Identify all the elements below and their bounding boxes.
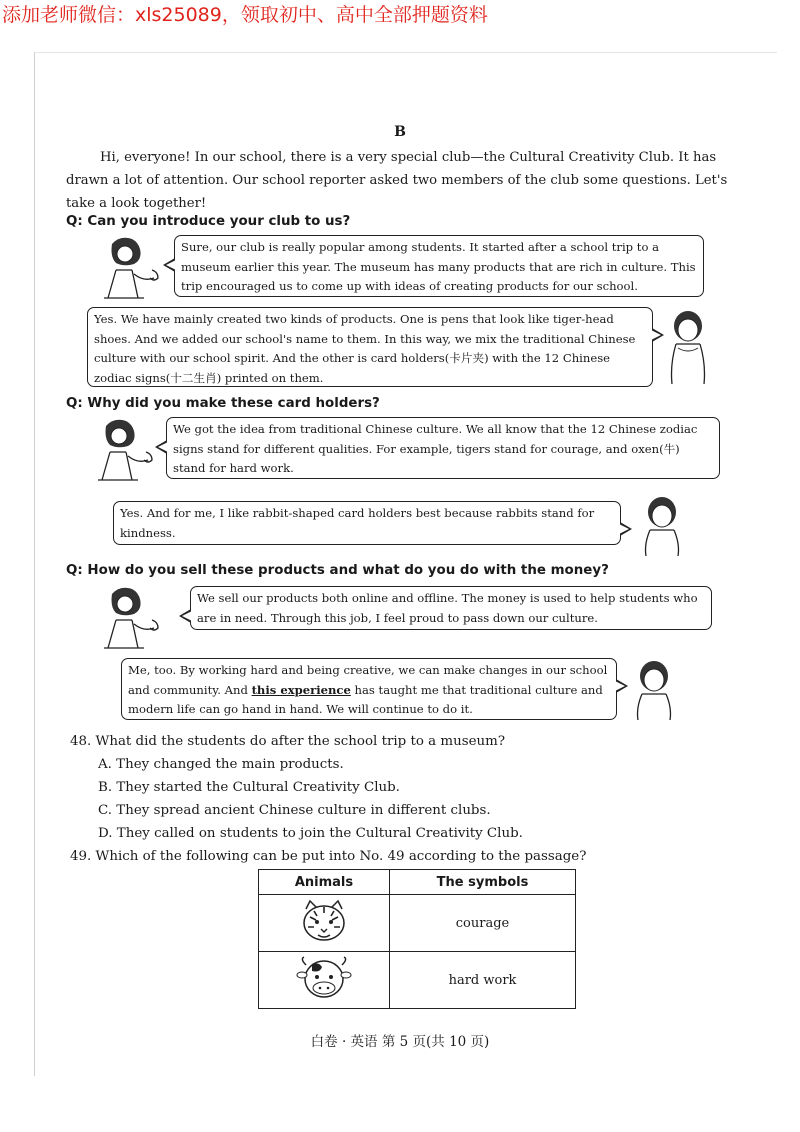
question-label: Q: bbox=[66, 563, 83, 578]
table-row bbox=[259, 895, 576, 952]
bubble-boy-2: We got the idea from traditional Chinese culture. We all know that the 12 Chinese zodiac signs stand for different qualities. For example, tigers stand for courage, and oxen(牛) stand for hard work. bbox=[166, 417, 720, 479]
question-3 bbox=[66, 563, 609, 578]
bubble-boy-1: Sure, our club is really popular among students. It started after a school trip to a museum earlier this year. The museum has many products that are rich in culture. This trip encouraged us to come up with ideas of creating products for our school. bbox=[174, 235, 704, 297]
option-48-b: B. They started the Cultural Creativity Club. bbox=[98, 780, 400, 795]
symbol-cell: hard work bbox=[390, 952, 576, 1009]
tiger-icon bbox=[294, 897, 354, 945]
intro-paragraph: Hi, everyone! In our school, there is a very special club—the Cultural Creativity Club. It has drawn a lot of attention. Our school reporter asked two members of the club some questions. Let's take a look together! bbox=[66, 150, 728, 211]
bubble-girl-3 bbox=[121, 658, 617, 720]
boy-figure-icon bbox=[92, 586, 168, 652]
page-footer: 白卷 · 英语 第 5 页(共 10 页) bbox=[310, 1034, 490, 1050]
header-animals: Animals bbox=[259, 870, 390, 895]
section-title: B bbox=[394, 124, 406, 140]
question-2 bbox=[66, 396, 380, 411]
question-text: How do you sell these products and what do you do with the money? bbox=[87, 563, 609, 578]
option-48-d: D. They called on students to join the Cultural Creativity Club. bbox=[98, 826, 523, 841]
table-header-row bbox=[259, 870, 576, 895]
girl-figure-icon bbox=[638, 492, 694, 558]
question-text: Why did you make these card holders? bbox=[87, 396, 380, 411]
option-48-c: C. They spread ancient Chinese culture in different clubs. bbox=[98, 803, 491, 818]
question-49-stem: 49. Which of the following can be put into No. 49 according to the passage? bbox=[70, 849, 587, 864]
question-1 bbox=[66, 214, 350, 229]
header-symbols: The symbols bbox=[390, 870, 576, 895]
animal-cell bbox=[259, 952, 390, 1009]
animal-cell bbox=[259, 895, 390, 952]
question-label: Q: bbox=[66, 214, 83, 229]
table-row bbox=[259, 952, 576, 1009]
bubble-text-end: has taught me that traditional culture and modern life can go hand in hand. We will continue to do it. bbox=[128, 682, 603, 716]
option-48-a: A. They changed the main products. bbox=[98, 757, 344, 772]
bubble-text-start: Me, too. By working hard and being creative, we can make changes in our school and community. And bbox=[128, 663, 608, 697]
girl-figure-icon bbox=[630, 656, 686, 722]
boy-figure-icon bbox=[86, 418, 162, 484]
girl-figure-icon bbox=[664, 306, 720, 388]
symbols-table bbox=[258, 869, 576, 1009]
underlined-phrase: this experience bbox=[251, 682, 351, 697]
ox-icon bbox=[294, 955, 354, 1001]
boy-figure-icon bbox=[92, 236, 168, 302]
bubble-boy-3: We sell our products both online and offline. The money is used to help students who are in need. Through this job, I feel proud to pass down our culture. bbox=[190, 586, 712, 630]
promo-banner: 添加老师微信：xls25089，领取初中、高中全部押题资料 bbox=[2, 4, 488, 26]
question-text: Can you introduce your club to us? bbox=[87, 214, 351, 229]
bubble-girl-2: Yes. And for me, I like rabbit-shaped card holders best because rabbits stand for kindness. bbox=[113, 501, 621, 545]
bubble-girl-1: Yes. We have mainly created two kinds of products. One is pens that look like tiger-head shoes. And we added our school's name to them. In this way, we mix the traditional Chinese culture with our school spirit. And the other is card holders(卡片夹) with the 12 Chinese zodiac signs(十二生肖) printed on them. bbox=[87, 307, 653, 387]
question-label: Q: bbox=[66, 396, 83, 411]
symbol-cell: courage bbox=[390, 895, 576, 952]
question-48-stem: 48. What did the students do after the school trip to a museum? bbox=[70, 734, 506, 749]
